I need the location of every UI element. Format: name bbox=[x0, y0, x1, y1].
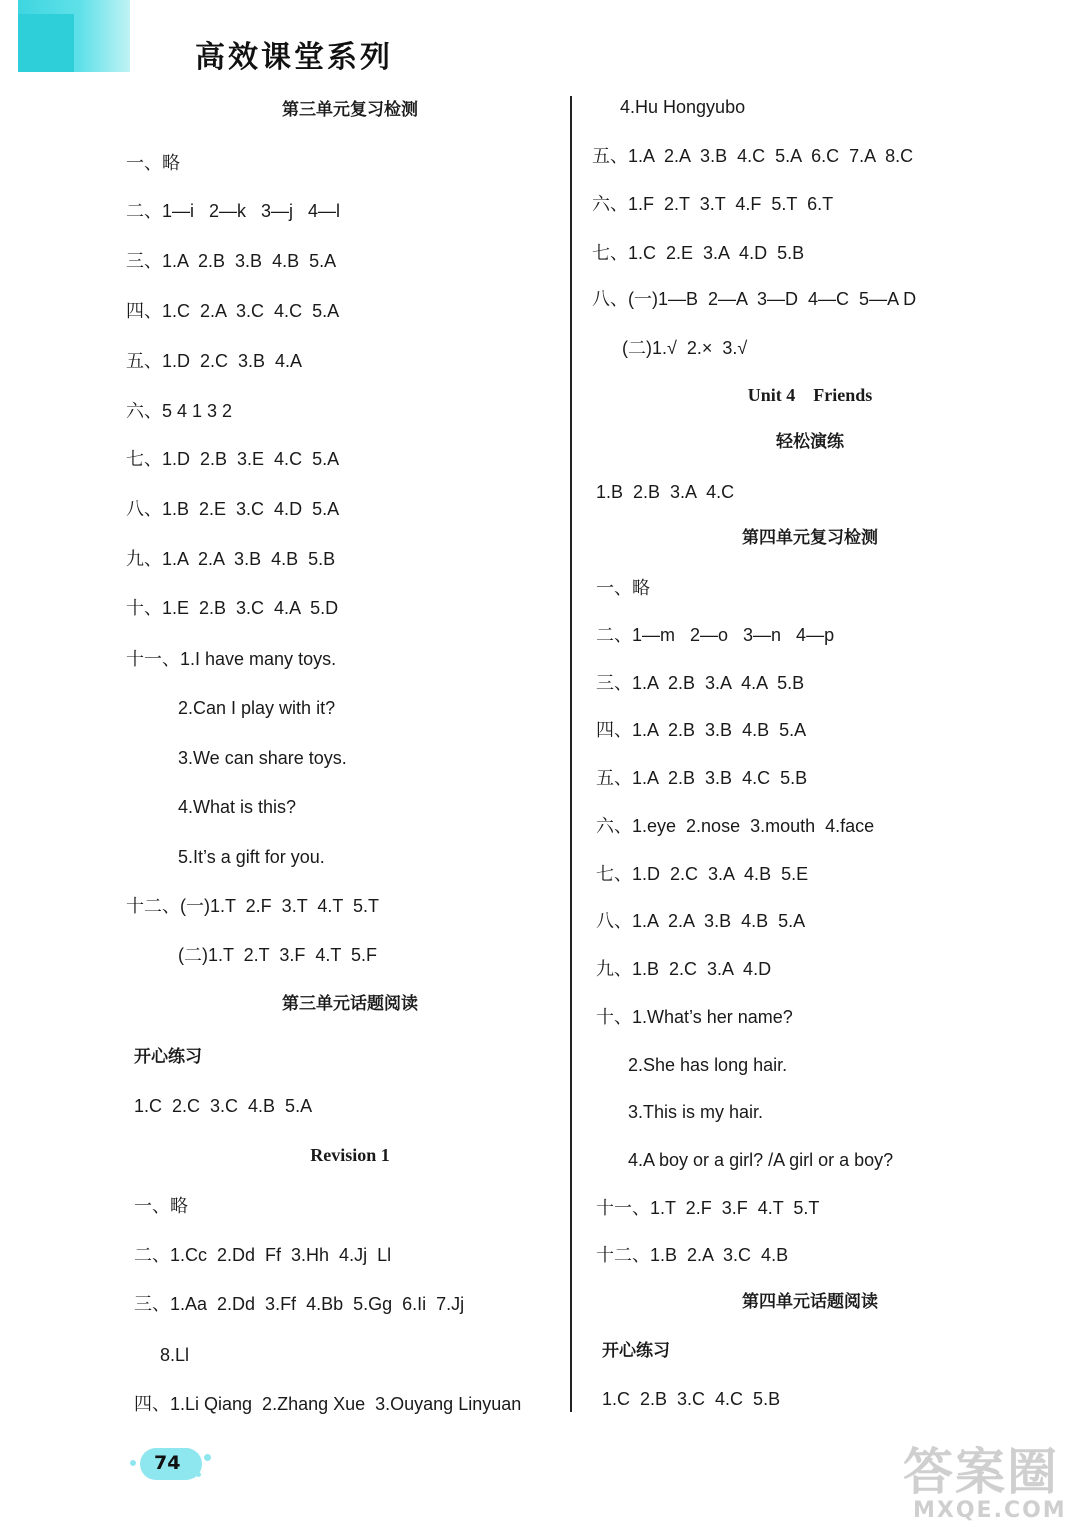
watermark-url: MXQE.COM bbox=[913, 1498, 1067, 1523]
answer-line: 1.B 2.B 3.A 4.C bbox=[596, 482, 735, 502]
answer-line: 3.We can share toys. bbox=[178, 748, 347, 768]
answer-line: 一、略 bbox=[126, 153, 180, 173]
page-number-badge bbox=[130, 1444, 210, 1484]
revision-title: Revision 1 bbox=[310, 1145, 390, 1165]
answer-line: 十一、1.I have many toys. bbox=[126, 649, 337, 669]
answer-line: 六、1.eye 2.nose 3.mouth 4.face bbox=[596, 816, 875, 836]
answer-line: 六、1.F 2.T 3.T 4.F 5.T 6.T bbox=[592, 194, 834, 214]
answer-line: 3.This is my hair. bbox=[628, 1102, 764, 1122]
answer-line: (二)1.√ 2.× 3.√ bbox=[622, 338, 748, 358]
unit3-reading-subtitle: 开心练习 bbox=[134, 1047, 202, 1067]
unit4-reading-subtitle: 开心练习 bbox=[602, 1341, 670, 1361]
answer-line: 一、略 bbox=[596, 578, 650, 598]
watermark-text: 答案圈 bbox=[903, 1443, 1059, 1501]
answer-line: 八、(一)1—B 2—A 3—D 4—C 5—A D bbox=[592, 289, 917, 309]
answer-line: (二)1.T 2.T 3.F 4.T 5.F bbox=[178, 945, 378, 965]
answer-line: 十、1.E 2.B 3.C 4.A 5.D bbox=[126, 598, 339, 618]
answer-line: 五、1.A 2.B 3.B 4.C 5.B bbox=[596, 768, 808, 788]
answer-line: 一、略 bbox=[134, 1196, 188, 1216]
column-divider bbox=[570, 96, 572, 1412]
answer-line: 七、1.D 2.B 3.E 4.C 5.A bbox=[126, 449, 340, 469]
answer-line: 二、1.Cc 2.Dd Ff 3.Hh 4.Jj Ll bbox=[134, 1245, 392, 1265]
answer-line: 十二、1.B 2.A 3.C 4.B bbox=[596, 1245, 789, 1265]
answer-line: 五、1.D 2.C 3.B 4.A bbox=[126, 351, 303, 371]
unit4-reading-title: 第四单元话题阅读 bbox=[742, 1292, 878, 1312]
answer-line: 二、1—i 2—k 3—j 4—l bbox=[126, 201, 341, 221]
answer-line: 七、1.D 2.C 3.A 4.B 5.E bbox=[596, 864, 809, 884]
unit4-title: Unit 4 Friends bbox=[747, 385, 873, 405]
answer-line: 十、1.What’s her name? bbox=[596, 1007, 793, 1027]
answer-line: 五、1.A 2.A 3.B 4.C 5.A 6.C 7.A 8.C bbox=[592, 146, 914, 166]
answer-line: 二、1—m 2—o 3—n 4—p bbox=[596, 625, 835, 645]
answer-line: 1.C 2.B 3.C 4.C 5.B bbox=[602, 1389, 781, 1409]
answer-line: 四、1.A 2.B 3.B 4.B 5.A bbox=[596, 720, 807, 740]
answer-line: 4.What is this? bbox=[178, 797, 297, 817]
answer-line: 十二、(一)1.T 2.F 3.T 4.T 5.T bbox=[126, 896, 380, 916]
answer-line: 4.A boy or a girl? /A girl or a boy? bbox=[628, 1150, 894, 1170]
page-number: 74 bbox=[154, 1452, 181, 1474]
answer-line: 1.C 2.C 3.C 4.B 5.A bbox=[134, 1096, 313, 1116]
answer-line: 三、1.A 2.B 3.A 4.A 5.B bbox=[596, 673, 805, 693]
header-color-block bbox=[18, 0, 130, 72]
watermark-logo bbox=[899, 1432, 1079, 1532]
series-title: 高效课堂系列 bbox=[195, 40, 393, 75]
answer-line: 三、1.Aa 2.Dd 3.Ff 4.Bb 5.Gg 6.Ii 7.Jj bbox=[134, 1294, 465, 1314]
unit4-review-title: 第四单元复习检测 bbox=[742, 528, 878, 548]
answer-line: 八、1.A 2.A 3.B 4.B 5.A bbox=[596, 911, 806, 931]
answer-line: 2.She has long hair. bbox=[628, 1055, 788, 1075]
answer-line: 四、1.C 2.A 3.C 4.C 5.A bbox=[126, 301, 340, 321]
unit3-reading-title: 第三单元话题阅读 bbox=[282, 994, 418, 1014]
answer-line: 七、1.C 2.E 3.A 4.D 5.B bbox=[592, 243, 805, 263]
answer-line: 三、1.A 2.B 3.B 4.B 5.A bbox=[126, 251, 337, 271]
answer-line: 8.Ll bbox=[160, 1345, 190, 1365]
answer-line: 十一、1.T 2.F 3.F 4.T 5.T bbox=[596, 1198, 820, 1218]
answer-line: 4.Hu Hongyubo bbox=[620, 97, 746, 117]
unit4-practice-title: 轻松演练 bbox=[776, 432, 844, 452]
answer-line: 四、1.Li Qiang 2.Zhang Xue 3.Ouyang Linyuan bbox=[134, 1394, 522, 1414]
answer-line: 六、5 4 1 3 2 bbox=[126, 401, 233, 421]
unit3-review-title: 第三单元复习检测 bbox=[282, 100, 418, 120]
answer-line: 5.It’s a gift for you. bbox=[178, 847, 325, 867]
answer-line: 九、1.B 2.C 3.A 4.D bbox=[596, 959, 772, 979]
answer-line: 八、1.B 2.E 3.C 4.D 5.A bbox=[126, 499, 340, 519]
answer-line: 九、1.A 2.A 3.B 4.B 5.B bbox=[126, 549, 336, 569]
answer-line: 2.Can I play with it? bbox=[178, 698, 336, 718]
